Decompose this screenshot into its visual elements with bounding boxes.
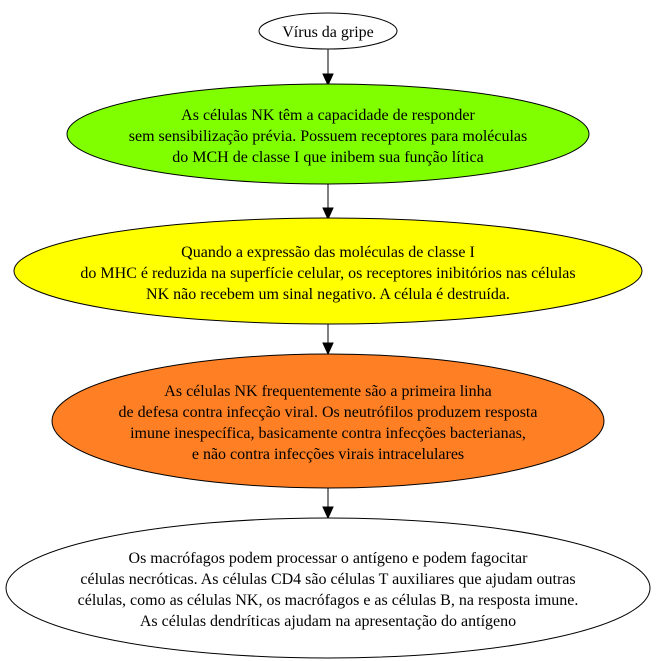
node-first-line-shape	[52, 354, 604, 488]
node-mhc-reduced-line-1: Quando a expressão das moléculas de classe I	[181, 244, 475, 261]
node-macrophages-line-1: Os macrófagos podem processar o antígeno e podem fagocitar	[128, 550, 528, 567]
node-nk-capacity-line-3: do MCH de classe I que inibem sua função lítica	[172, 149, 484, 166]
edge-nk-capacity-to-mhc-reduced	[323, 184, 333, 219]
node-first-line-line-4: e não contra infecções virais intracelulares	[191, 446, 465, 463]
node-nk-capacity	[67, 84, 589, 184]
node-macrophages-line-3: células, como as células NK, os macrófagos e as células B, na resposta imune.	[77, 592, 579, 609]
node-first-line-line-3: imune inespecífica, basicamente contra infecções bacterianas,	[130, 425, 526, 442]
node-nk-capacity-line-1: As células NK têm a capacidade de responder	[181, 107, 475, 124]
node-mhc-reduced-line-2: do MHC é reduzida na superfície celular, os receptores inibitórios nas células	[80, 265, 576, 282]
node-mhc-reduced-line-3: NK não recebem um sinal negativo. A célula é destruída.	[146, 286, 510, 303]
node-virus-label: Vírus da gripe	[282, 24, 374, 41]
edge-first-line-to-macrophages	[323, 488, 333, 518]
node-macrophages-shape	[6, 518, 650, 658]
node-macrophages	[6, 518, 650, 658]
edge-mhc-reduced-to-first-line	[323, 324, 333, 354]
node-virus	[259, 13, 397, 49]
node-mhc-reduced	[14, 218, 642, 324]
node-nk-capacity-line-2: sem sensibilização prévia. Possuem receptores para moléculas	[128, 128, 528, 145]
edge-virus-to-nk-capacity	[323, 49, 333, 85]
node-macrophages-line-4: As células dendríticas ajudam na apresentação do antígeno	[139, 613, 517, 630]
node-first-line	[52, 354, 604, 488]
node-macrophages-line-2: células necróticas. As células CD4 são células T auxiliares que ajudam outras	[80, 571, 576, 588]
node-first-line-line-1: As células NK frequentemente são a primeira linha	[164, 383, 492, 400]
node-first-line-line-2: de defesa contra infecção viral. Os neutrófilos produzem resposta	[118, 404, 538, 421]
